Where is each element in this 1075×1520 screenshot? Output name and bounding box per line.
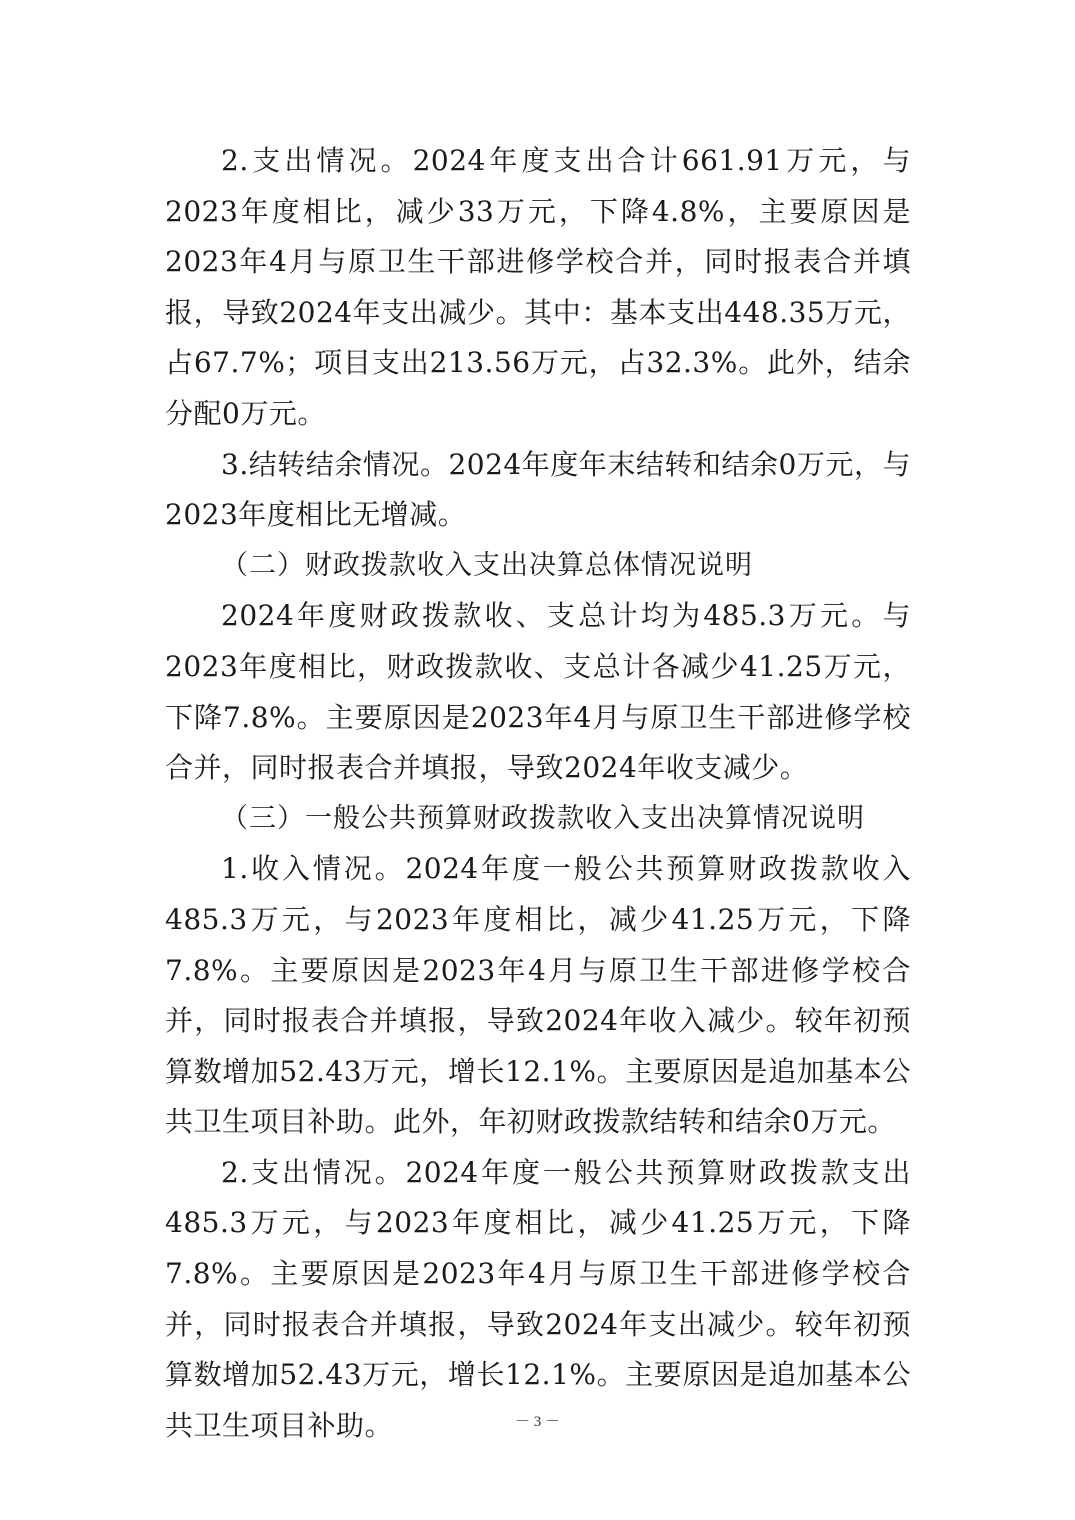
section-heading-2: （二）财政拨款收入支出决算总体情况说明 (221, 549, 753, 581)
paragraph-public-expenditure: 2.支出情况。2024年度一般公共预算财政拨款支出485.3万元，与2023年度相比，减少41.25万元，下降7.8%。主要原因是2023年4月与原卫生干部进修学校合并，同时报表合并填报，导致2024年支出减少。较年初预算数增加52.43万元，增长12.1%。主要原因是追加基本公共卫生项目补助。 (165, 1155, 911, 1442)
section-heading-3: （三）一般公共预算财政拨款收入支出决算情况说明 (221, 802, 865, 834)
document-body (165, 136, 911, 1451)
page-number: － 3 － (514, 1414, 560, 1430)
paragraph-expenditure: 2.支出情况。2024年度支出合计661.91万元，与2023年度相比，减少33万元，下降4.8%，主要原因是2023年4月与原卫生干部进修学校合并，同时报表合并填报，导致2024年支出减少。其中：基本支出448.35万元，占67.7%；项目支出213.56万元，占32.3%。此外，结余分配0万元。 (165, 144, 911, 430)
paragraph-fiscal-total: 2024年度财政拨款收、支总计均为485.3万元。与2023年度相比，财政拨款收、支总计各减少41.25万元，下降7.8%。主要原因是2023年4月与原卫生干部进修学校合并，同时报表合并填报，导致2024年收支减少。 (165, 599, 911, 785)
paragraph-public-income: 1.收入情况。2024年度一般公共预算财政拨款收入485.3万元，与2023年度相比，减少41.25万元，下降7.8%。主要原因是2023年4月与原卫生干部进修学校合并，同时报表合并填报，导致2024年收入减少。较年初预算数增加52.43万元，增长12.1%。主要原因是追加基本公共卫生项目补助。此外，年初财政拨款结转和结余0万元。 (165, 852, 911, 1139)
paragraph-carryover: 3.结转结余情况。2024年度年末结转和结余0万元，与2023年度相比无增减。 (165, 447, 911, 532)
